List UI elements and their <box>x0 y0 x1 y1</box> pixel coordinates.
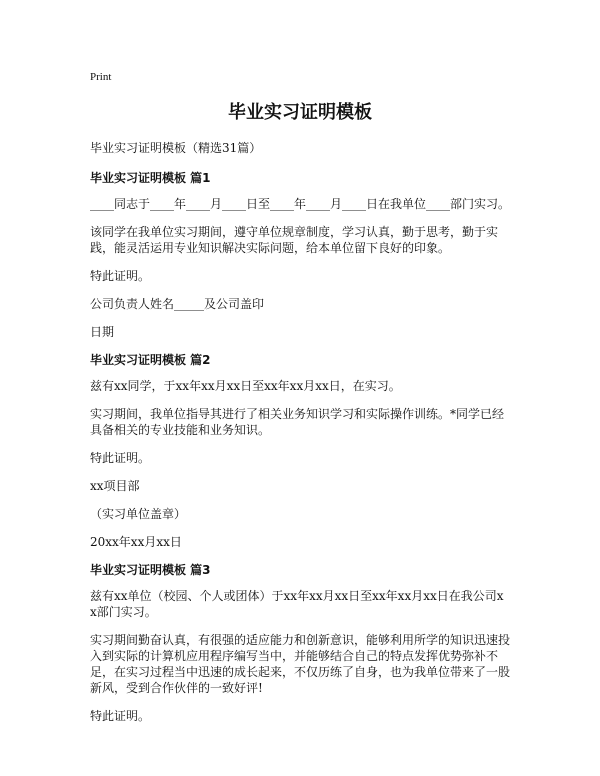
paragraph: 实习期间勤奋认真，有很强的适应能力和创新意识，能够利用所学的知识迅速投入到实际的计算机应用程序编写当中，并能够结合自己的特点发挥优势弥补不足，在实习过程当中迅速的成长起来，不仅历练了自身，也为我单位带来了一股新风，受到合作伙伴的一致好评! <box>90 633 511 695</box>
section-1 <box>90 170 510 340</box>
paragraph: 兹有xx同学，于xx年xx月xx日至xx年xx月xx日，在实习。 <box>90 379 401 393</box>
document-subtitle: 毕业实习证明模板（精选31篇） <box>90 141 262 155</box>
section-heading: 毕业实习证明模板 篇2 <box>90 353 211 367</box>
section-heading: 毕业实习证明模板 篇1 <box>90 171 211 185</box>
paragraph: 日期 <box>90 325 115 339</box>
paragraph: （实习单位盖章） <box>90 507 187 521</box>
paragraph: xx项目部 <box>90 479 140 493</box>
paragraph: 20xx年xx月xx日 <box>90 535 182 549</box>
paragraph: 特此证明。 <box>90 709 151 723</box>
paragraph: 该同学在我单位实习期间，遵守单位规章制度，学习认真，勤于思考，勤于实践，能灵活运用专业知识解决实际问题，给本单位留下良好的印象。 <box>90 225 499 255</box>
section-3 <box>90 562 510 724</box>
paragraph: 特此证明。 <box>90 269 151 283</box>
section-2 <box>90 352 510 550</box>
section-heading: 毕业实习证明模板 篇3 <box>90 563 211 577</box>
print-label: Print <box>90 71 112 83</box>
paragraph: 实习期间，我单位指导其进行了相关业务知识学习和实际操作训练。*同学已经具备相关的专业技能和业务知识。 <box>90 407 505 437</box>
paragraph: 特此证明。 <box>90 451 151 465</box>
paragraph: ____同志于____年____月____日至____年____月____日在我单位____部门实习。 <box>90 197 511 211</box>
paragraph: 兹有xx单位（校园、个人或团体）于xx年xx月xx日至xx年xx月xx日在我公司xx部门实习。 <box>90 589 504 619</box>
page-title: 毕业实习证明模板 <box>228 102 372 123</box>
paragraph: 公司负责人姓名_____及公司盖印 <box>90 297 265 311</box>
